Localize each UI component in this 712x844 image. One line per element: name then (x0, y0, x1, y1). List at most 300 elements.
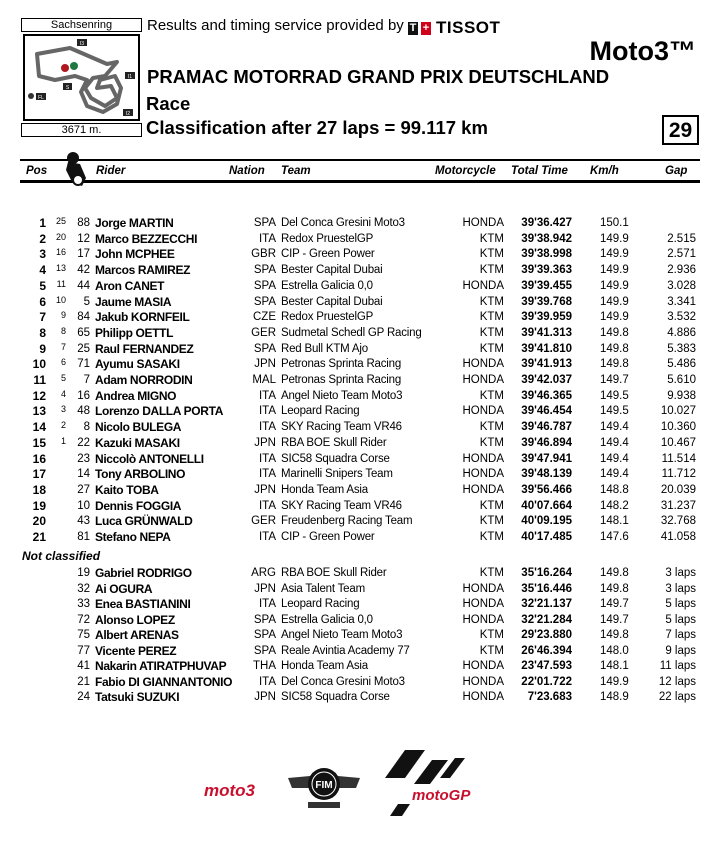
position (18, 613, 46, 628)
motorcycle: KTM (479, 342, 504, 355)
result-row (0, 436, 712, 451)
motorcycle: KTM (479, 567, 504, 579)
position (18, 582, 46, 597)
rider-number: 17 (77, 248, 90, 261)
rider-number: 5 (83, 295, 90, 308)
average-speed: 149.9 (600, 311, 629, 324)
total-time: 39'46.787 (521, 421, 572, 434)
rider-number: 27 (77, 483, 90, 496)
team-name: SIC58 Squadra Corse (281, 452, 390, 465)
team-name: Red Bull KTM Ajo (281, 342, 368, 355)
sector-i2-label: I2 (125, 111, 131, 117)
average-speed: 149.8 (600, 582, 629, 595)
rider-name: Niccolò ANTONELLI (95, 451, 204, 466)
team-name: Angel Nieto Team Moto3 (281, 629, 403, 641)
col-speed: Km/h (590, 165, 619, 177)
nation: JPN (254, 582, 276, 595)
nation: ITA (258, 452, 276, 465)
rider-name: Andrea MIGNO (95, 388, 177, 403)
circuit-map (23, 34, 140, 121)
rider-number: 12 (77, 232, 90, 245)
motorcycle-rider-icon (62, 152, 90, 188)
position (18, 566, 46, 581)
gap: 20.039 (660, 483, 696, 496)
nation: ITA (258, 598, 276, 610)
position: 13 (32, 404, 46, 419)
nation: ITA (258, 389, 276, 402)
total-time: 23'47.593 (521, 660, 572, 672)
rider-number: 25 (77, 342, 90, 355)
rider-name: Nakarin ATIRATPHUVAP (95, 659, 227, 673)
result-row (0, 483, 712, 498)
rider-number: 10 (77, 499, 90, 512)
rider-number: 8 (83, 421, 90, 434)
motorcycle: HONDA (462, 468, 504, 481)
total-time: 39'47.941 (521, 452, 572, 465)
gap (638, 216, 696, 231)
motorcycle: KTM (479, 311, 504, 324)
nation: JPN (254, 436, 276, 449)
total-time: 39'46.454 (521, 405, 572, 418)
result-row (0, 310, 712, 325)
result-row (0, 232, 712, 247)
points: 8 (60, 325, 66, 336)
team-name: SKY Racing Team VR46 (281, 499, 402, 512)
position: 11 (33, 373, 46, 387)
team-name: SKY Racing Team VR46 (281, 421, 402, 434)
average-speed: 149.5 (600, 405, 629, 418)
team-name: Petronas Sprinta Racing (281, 374, 402, 386)
average-speed: 150.1 (600, 217, 629, 229)
total-time: 39'39.768 (521, 295, 572, 308)
motorcycle: HONDA (462, 483, 504, 496)
motorcycle: HONDA (462, 358, 504, 371)
rider-name: Marco BEZZECCHI (95, 231, 198, 246)
total-time: 40'09.195 (521, 515, 572, 528)
sector-i1-label: I1 (127, 74, 133, 80)
rider-name: Raul FERNANDEZ (95, 341, 194, 356)
rider-name: Jakub KORNFEIL (95, 310, 190, 325)
rider-name: Alonso LOPEZ (95, 612, 175, 627)
nation: SPA (253, 644, 276, 657)
total-time: 39'41.810 (521, 342, 572, 355)
tissot-wordmark: TISSOT (436, 18, 501, 37)
nation: SPA (253, 295, 276, 308)
rider-number: 22 (77, 436, 90, 449)
result-row (0, 279, 712, 294)
average-speed: 148.2 (600, 499, 629, 512)
rider-number: 84 (77, 311, 90, 324)
points (50, 675, 66, 690)
average-speed: 148.1 (600, 660, 629, 672)
fim-logo (288, 768, 360, 808)
position: 1 (39, 216, 46, 230)
result-row (0, 373, 712, 388)
col-pos: Pos (26, 165, 48, 177)
motorcycle: KTM (479, 295, 504, 308)
total-time: 39'38.998 (521, 248, 572, 261)
motorcycle: HONDA (462, 582, 504, 595)
average-speed: 149.8 (600, 326, 629, 339)
points (50, 483, 66, 498)
result-row (0, 613, 712, 628)
position: 19 (32, 498, 46, 513)
gap: 3.341 (667, 295, 696, 308)
result-row (0, 514, 712, 529)
team-name: Marinelli Snipers Team (281, 468, 393, 481)
motorcycle: KTM (479, 248, 504, 261)
rider-number: 71 (77, 358, 90, 371)
position: 12 (32, 388, 46, 403)
motorcycle: KTM (479, 629, 504, 641)
team-name: Asia Talent Team (281, 582, 365, 595)
col-total-time: Total Time (511, 165, 568, 177)
team-name: Petronas Sprinta Racing (281, 358, 402, 371)
result-row (0, 342, 712, 357)
nation: JPN (254, 483, 276, 496)
total-time: 35'16.446 (521, 582, 572, 595)
points: 25 (55, 216, 66, 226)
rider-number: 21 (77, 675, 90, 688)
points (50, 499, 66, 514)
gap: 32.768 (660, 515, 696, 528)
total-time: 39'39.363 (521, 264, 572, 277)
rider-name: Stefano NEPA (95, 530, 171, 544)
rider-name: Lorenzo DALLA PORTA (95, 404, 224, 419)
position: 10 (32, 357, 46, 372)
rider-number: 65 (77, 326, 90, 339)
rider-name: Marcos RAMIREZ (95, 263, 191, 278)
average-speed: 149.4 (600, 468, 629, 481)
rider-name: Ayumu SASAKI (95, 357, 180, 372)
motogp-logo (385, 750, 471, 816)
nation: ITA (258, 405, 276, 418)
rider-name: John MCPHEE (95, 247, 175, 262)
total-time: 39'39.455 (521, 279, 572, 292)
average-speed: 149.7 (600, 613, 629, 626)
gap: 31.237 (660, 499, 696, 512)
total-time: 40'07.664 (521, 499, 572, 512)
total-time: 39'46.365 (521, 389, 572, 402)
motogp-wordmark: motoGP (412, 787, 471, 804)
rider-number: 44 (77, 279, 90, 292)
gap: 41.058 (660, 531, 696, 543)
result-row (0, 690, 712, 705)
session-name: Race (146, 93, 191, 114)
rider-number: 33 (77, 598, 90, 610)
position (18, 644, 46, 659)
total-time: 35'16.264 (521, 567, 572, 579)
result-row (0, 530, 712, 545)
position: 17 (32, 467, 46, 482)
points: 5 (60, 373, 66, 383)
position: 20 (32, 514, 46, 529)
position: 6 (39, 294, 46, 309)
rider-name: Jorge MARTIN (95, 216, 174, 230)
gap: 11 laps (659, 660, 696, 672)
rider-number: 42 (77, 264, 90, 277)
rider-name: Luca GRÜNWALD (95, 514, 193, 529)
position: 21 (32, 530, 46, 544)
total-time: 22'01.722 (521, 675, 572, 688)
average-speed: 147.6 (600, 531, 629, 543)
gap: 9 laps (665, 644, 696, 657)
position: 15 (32, 435, 46, 450)
team-name: Redox PruestelGP (281, 232, 374, 245)
gap: 11.712 (661, 468, 696, 481)
gap: 5 laps (665, 613, 696, 626)
total-time: 39'39.959 (521, 311, 572, 324)
timing-service-text: Results and timing service provided by (147, 17, 404, 34)
rider-number: 48 (77, 405, 90, 418)
col-rider: Rider (96, 165, 126, 177)
rider-number: 16 (77, 389, 90, 402)
header-rule-top (20, 159, 700, 161)
motorcycle: KTM (479, 644, 504, 657)
result-row (0, 644, 712, 659)
average-speed: 149.9 (600, 248, 629, 261)
result-row (0, 628, 712, 643)
total-time: 26'46.394 (521, 644, 572, 657)
total-time: 39'42.037 (521, 374, 572, 386)
nation: JPN (254, 358, 276, 371)
result-row (0, 216, 712, 231)
average-speed: 149.9 (600, 279, 629, 292)
team-name: Estrella Galicia 0,0 (281, 613, 373, 626)
nation: ARG (251, 567, 276, 579)
result-row (0, 566, 712, 581)
rider-number: 43 (77, 515, 90, 528)
position (18, 597, 46, 612)
points (50, 582, 66, 597)
finish-line-label: FL (38, 95, 44, 101)
rider-name: Albert ARENAS (95, 628, 179, 642)
total-time: 39'41.313 (521, 326, 572, 339)
points: 7 (60, 341, 66, 352)
points (50, 690, 66, 705)
rider-name: Tatsuki SUZUKI (95, 690, 180, 704)
nation: JPN (254, 691, 276, 703)
event-title: PRAMAC MOTORRAD GRAND PRIX DEUTSCHLAND (147, 66, 610, 87)
points (50, 659, 66, 674)
team-name: CIP - Green Power (281, 531, 375, 543)
track-layout-icon (25, 36, 138, 119)
gap: 10.467 (660, 436, 696, 449)
motorcycle: HONDA (462, 279, 504, 292)
team-name: Sudmetal Schedl GP Racing (281, 326, 422, 339)
gap: 7 laps (665, 629, 696, 641)
tissot-logo (408, 19, 500, 37)
team-name: Reale Avintia Academy 77 (281, 644, 410, 657)
average-speed: 149.4 (600, 436, 629, 449)
position (18, 690, 46, 705)
swiss-cross-icon: + (422, 21, 430, 34)
motorcycle: HONDA (462, 405, 504, 418)
not-classified-label: Not classified (22, 549, 101, 563)
result-row (0, 247, 712, 262)
circuit-length: 3671 m. (21, 123, 142, 137)
points (50, 452, 66, 467)
rider-number: 7 (83, 374, 90, 386)
points: 3 (60, 404, 66, 415)
points: 16 (55, 247, 66, 258)
gap: 3 laps (665, 567, 696, 579)
team-name: Bester Capital Dubai (281, 264, 383, 277)
points (50, 467, 66, 482)
total-time: 39'56.466 (521, 483, 572, 496)
motorcycle: HONDA (462, 598, 504, 610)
average-speed: 148.9 (600, 691, 629, 703)
nation: ITA (258, 675, 276, 688)
team-name: Estrella Galicia 0,0 (281, 279, 373, 292)
points: 11 (56, 278, 66, 289)
motorcycle: HONDA (462, 452, 504, 465)
gap: 2.571 (667, 248, 696, 261)
points (50, 514, 66, 529)
nation: SPA (253, 279, 276, 292)
nation: CZE (253, 311, 276, 324)
gap: 5.486 (667, 358, 696, 371)
average-speed: 149.9 (600, 295, 629, 308)
motorcycle: KTM (479, 421, 504, 434)
nation: ITA (258, 232, 276, 245)
result-row (0, 597, 712, 612)
points: 13 (55, 263, 66, 274)
green-light-icon (70, 62, 78, 70)
result-row (0, 326, 712, 341)
moto3-wordmark: moto3 (204, 781, 255, 800)
total-time: 39'36.427 (521, 217, 572, 229)
points (50, 628, 66, 643)
nation: GER (251, 515, 276, 528)
points: 2 (60, 420, 66, 431)
points (50, 613, 66, 628)
gap: 5.383 (667, 342, 696, 355)
motorcycle: KTM (479, 389, 504, 402)
position (18, 628, 46, 643)
team-name: Angel Nieto Team Moto3 (281, 389, 403, 402)
total-time: 32'21.284 (521, 613, 572, 626)
rider-name: Aron CANET (95, 278, 165, 293)
total-time: 39'41.913 (521, 358, 572, 371)
position: 5 (39, 278, 46, 293)
gap: 3 laps (665, 582, 696, 595)
finish-flag-icon (28, 93, 34, 99)
average-speed: 149.8 (600, 358, 629, 371)
result-row (0, 295, 712, 310)
gap: 2.936 (667, 264, 696, 277)
result-row (0, 467, 712, 482)
total-time: 39'38.942 (521, 232, 572, 245)
motorcycle: KTM (479, 436, 504, 449)
gap: 2.515 (667, 232, 696, 245)
gap: 5.610 (667, 374, 696, 386)
rider-number: 32 (77, 582, 90, 595)
motorcycle: KTM (479, 531, 504, 543)
gap: 10.360 (660, 421, 696, 434)
gap: 11.514 (661, 452, 696, 465)
col-gap: Gap (665, 165, 688, 177)
moto3-logo (204, 781, 256, 800)
result-row (0, 675, 712, 690)
total-time: 40'17.485 (521, 531, 572, 543)
motorcycle: HONDA (462, 217, 504, 229)
team-name: RBA BOE Skull Rider (281, 436, 387, 449)
sector-i3-label: I3 (79, 41, 85, 47)
result-row (0, 452, 712, 467)
tissot-t-icon: T (409, 21, 417, 34)
position (18, 659, 46, 674)
rider-name: Kaito TOBA (95, 482, 159, 497)
team-name: Freudenberg Racing Team (281, 515, 413, 528)
red-light-icon (61, 64, 69, 72)
rider-number: 72 (77, 613, 90, 626)
total-time: 39'48.139 (521, 468, 572, 481)
points: 10 (55, 294, 66, 305)
team-name: Del Conca Gresini Moto3 (281, 675, 405, 688)
average-speed: 148.0 (600, 644, 629, 657)
average-speed: 149.7 (600, 374, 629, 386)
rider-number: 23 (77, 452, 90, 465)
rider-name: Philipp OETTL (95, 325, 174, 340)
average-speed: 149.8 (600, 567, 629, 579)
points: 4 (60, 388, 66, 399)
points (50, 530, 66, 545)
result-row (0, 263, 712, 278)
motorcycle: HONDA (462, 675, 504, 688)
circuit-name: Sachsenring (21, 18, 142, 32)
motorcycle: HONDA (462, 613, 504, 626)
position: 2 (39, 231, 46, 246)
team-name: Bester Capital Dubai (281, 295, 383, 308)
footer-logos (200, 748, 500, 818)
rider-number: 14 (77, 468, 90, 481)
total-time: 39'46.894 (521, 436, 572, 449)
total-time: 32'21.137 (521, 598, 572, 610)
rider-name: Adam NORRODIN (95, 373, 193, 387)
gap: 4.886 (667, 326, 696, 339)
position: 4 (39, 263, 46, 278)
nation: ITA (258, 421, 276, 434)
rider-number: 75 (77, 629, 90, 641)
fim-wordmark: FIM (315, 780, 333, 791)
motorcycle: KTM (479, 499, 504, 512)
result-row (0, 659, 712, 674)
nation: ITA (258, 468, 276, 481)
average-speed: 149.7 (600, 598, 629, 610)
rider-name: Vicente PEREZ (95, 643, 177, 658)
points: 6 (60, 357, 66, 368)
team-name: Leopard Racing (281, 405, 360, 418)
gap: 9.938 (667, 389, 696, 402)
team-name: Del Conca Gresini Moto3 (281, 217, 405, 229)
points: 1 (60, 435, 66, 446)
nation: THA (253, 660, 276, 672)
result-row (0, 420, 712, 435)
points (50, 597, 66, 612)
average-speed: 149.9 (600, 264, 629, 277)
col-team: Team (281, 165, 311, 177)
nation: ITA (258, 531, 276, 543)
position: 8 (39, 325, 46, 340)
rider-name: Fabio DI GIANNANTONIO (95, 674, 233, 689)
speedtrap-label: S (65, 85, 70, 91)
team-name: Redox PruestelGP (281, 311, 374, 324)
rider-name: Nicolo BULEGA (95, 420, 182, 435)
nation: SPA (253, 342, 276, 355)
average-speed: 148.1 (600, 515, 629, 528)
average-speed: 149.8 (600, 629, 629, 641)
